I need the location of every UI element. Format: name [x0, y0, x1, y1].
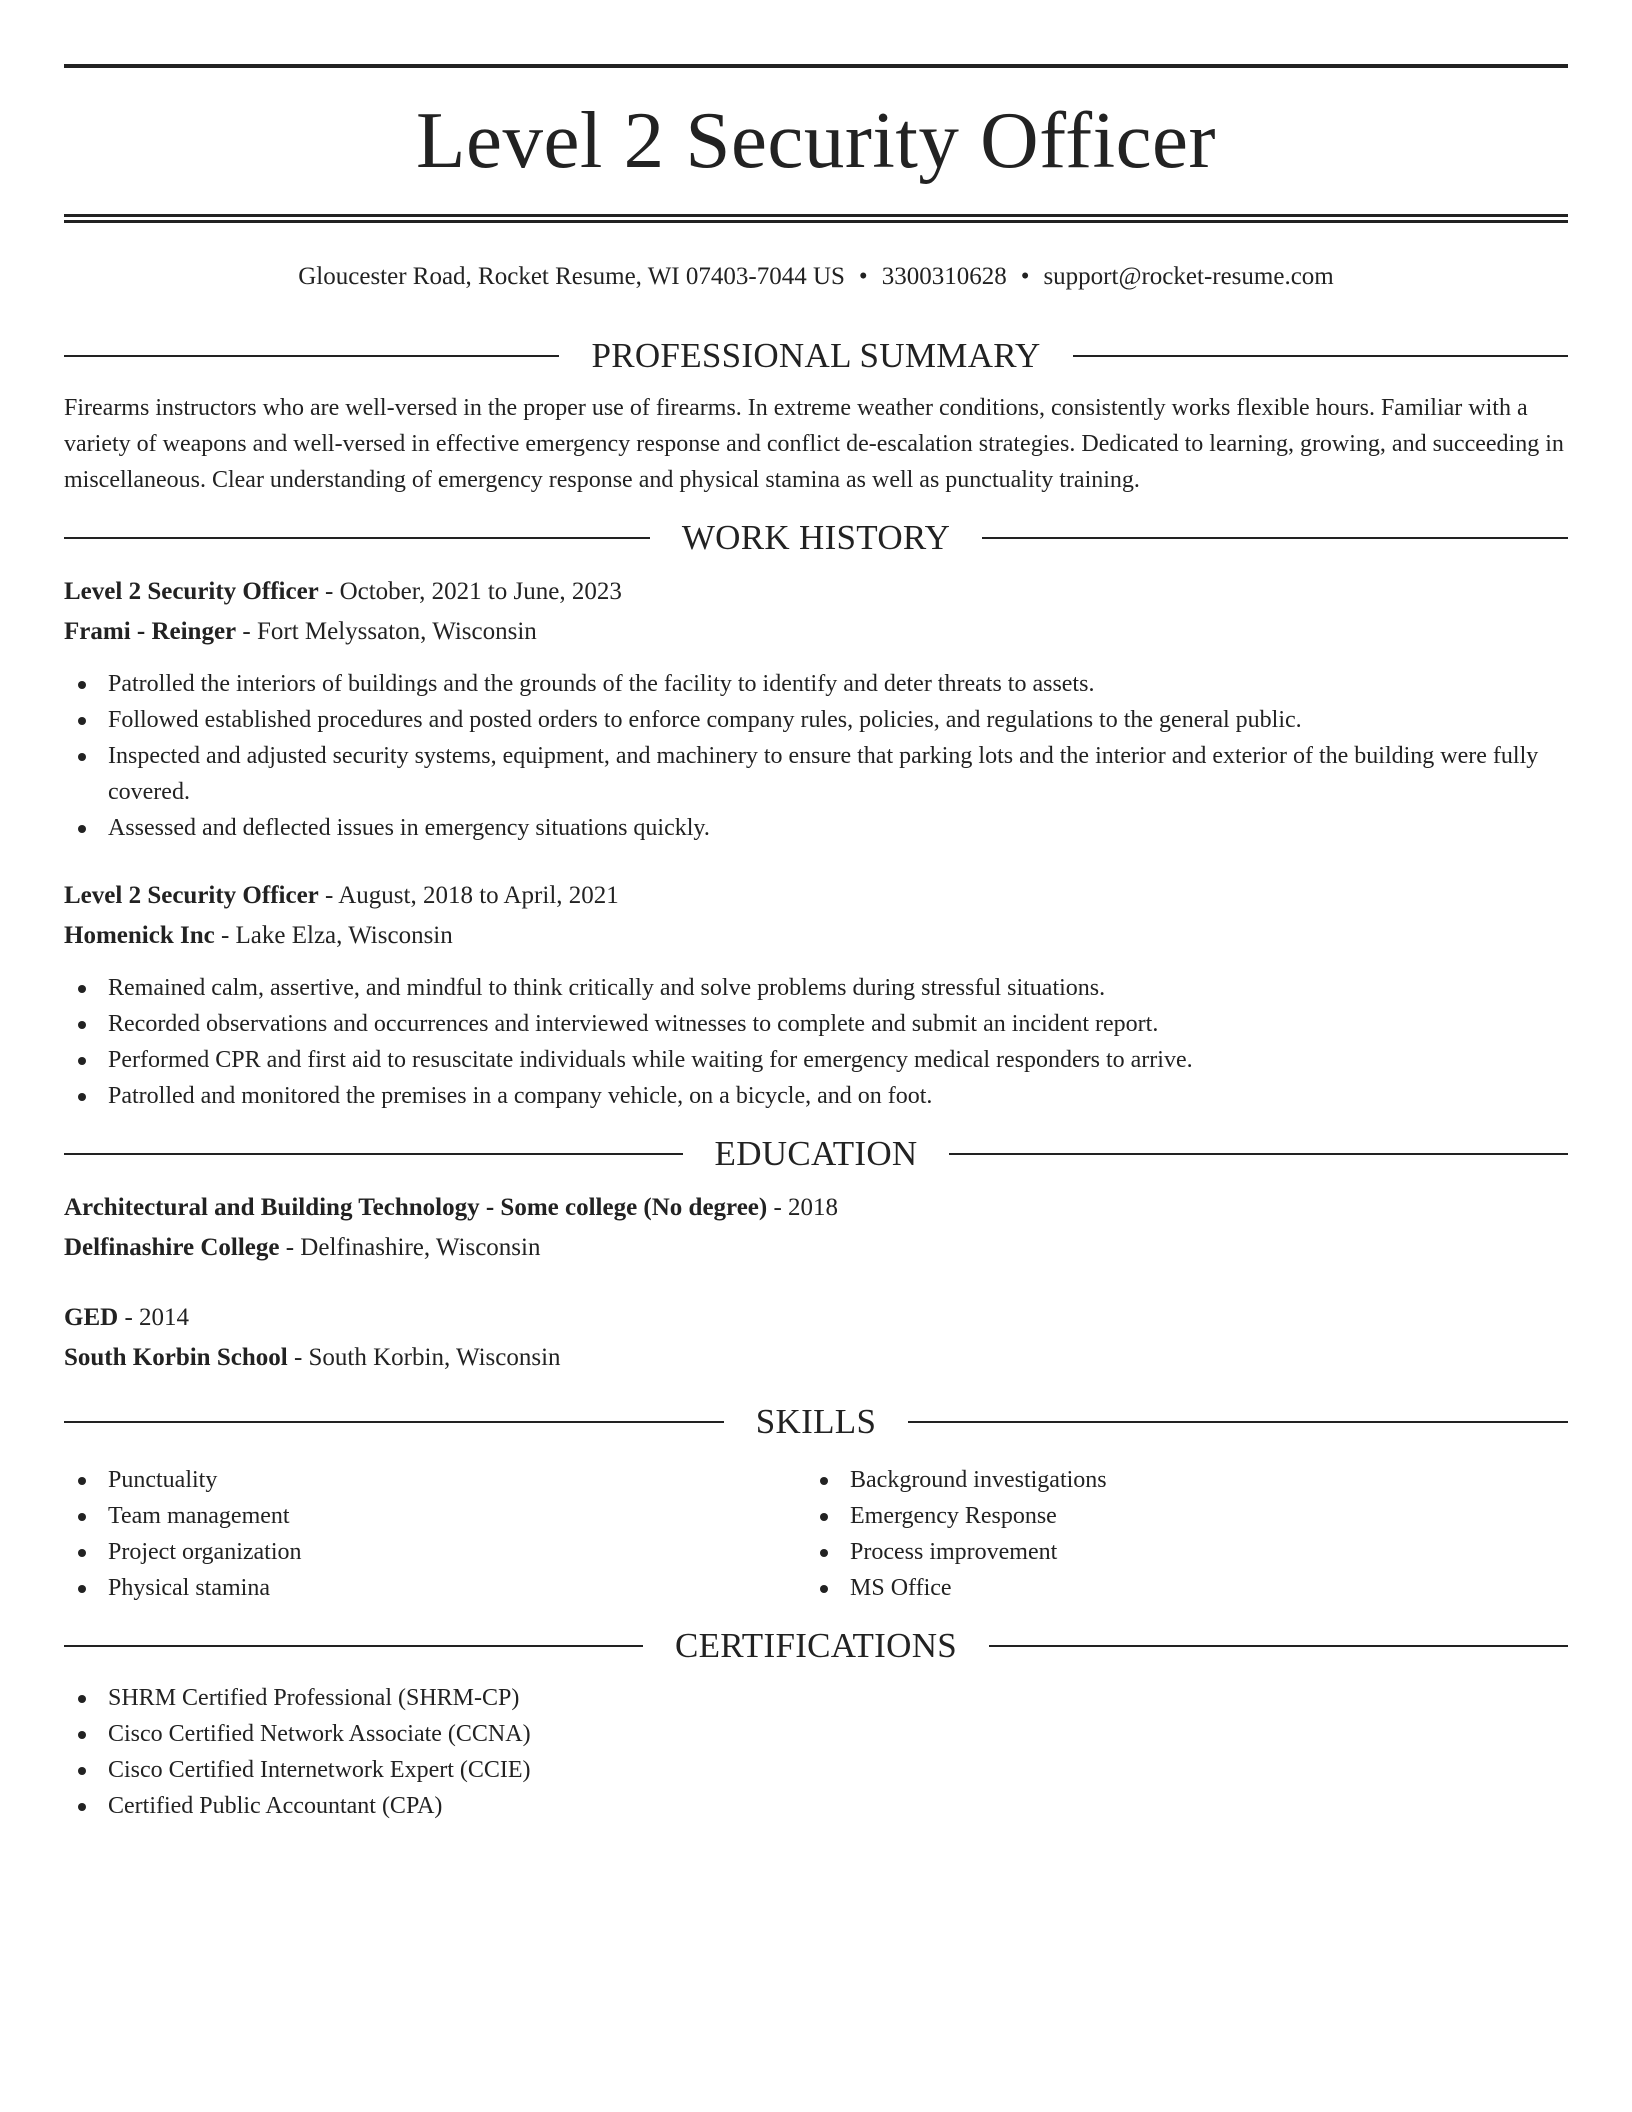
education-degree: Architectural and Building Technology - Some college (No degree)	[64, 1194, 768, 1221]
section-rule-right	[949, 1153, 1568, 1155]
section-rule-right	[1073, 355, 1568, 357]
section-title: CERTIFICATIONS	[674, 1626, 958, 1665]
education-school: South Korbin School	[64, 1344, 288, 1371]
job-bullet-text: Performed CPR and first aid to resuscitate individuals while waiting for emergency medical responders to arrive.	[108, 1047, 1193, 1073]
skills-column-left	[64, 1462, 806, 1606]
bullet-dot	[820, 1585, 828, 1593]
skill-text: Team management	[108, 1503, 290, 1529]
list-item	[806, 1462, 1548, 1498]
job-bullet-text: Remained calm, assertive, and mindful to think critically and solve problems during stressful situations.	[108, 975, 1106, 1001]
skill-text: Physical stamina	[108, 1575, 270, 1601]
list-item	[64, 1078, 1568, 1114]
job-employer: Homenick Inc	[64, 922, 215, 949]
list-item	[64, 702, 1568, 738]
list-item	[64, 666, 1568, 702]
list-item	[64, 1006, 1568, 1042]
section-heading-skills	[64, 1402, 1568, 1442]
education-location: - Delfinashire, Wisconsin	[279, 1234, 541, 1261]
skill-text: Background investigations	[850, 1467, 1107, 1493]
list-item	[64, 738, 1568, 810]
job-bullets	[64, 666, 1568, 846]
skill-text: Emergency Response	[850, 1503, 1057, 1529]
certifications-list	[64, 1680, 1568, 1824]
list-item	[64, 1788, 1568, 1824]
bullet-dot	[78, 1093, 86, 1101]
job-bullet-text: Inspected and adjusted security systems, equipment, and machinery to ensure that parking lots and the interior and exterior of the building were fully covered.	[108, 743, 1539, 805]
bullet-dot	[78, 1767, 86, 1775]
section-title: SKILLS	[755, 1402, 877, 1441]
job-entry	[64, 876, 1568, 1114]
job-bullet-text: Patrolled and monitored the premises in a company vehicle, on a bicycle, and on foot.	[108, 1083, 933, 1109]
list-item	[806, 1534, 1548, 1570]
section-rule-right	[908, 1421, 1568, 1423]
job-title-line	[64, 572, 1568, 612]
bullet-dot	[78, 1513, 86, 1521]
skill-text: MS Office	[850, 1575, 952, 1601]
bullet-dot	[820, 1477, 828, 1485]
job-title: Level 2 Security Officer	[64, 578, 319, 605]
education-entry	[64, 1298, 1568, 1378]
contact-separator: •	[1020, 263, 1030, 290]
certification-text: SHRM Certified Professional (SHRM-CP)	[108, 1685, 520, 1711]
bullet-dot	[78, 985, 86, 993]
section-rule-left	[64, 537, 650, 539]
resume-page	[64, 64, 1568, 1824]
job-title: Level 2 Security Officer	[64, 882, 319, 909]
skill-text: Process improvement	[850, 1539, 1058, 1565]
bullet-dot	[78, 681, 86, 689]
job-dates: - October, 2021 to June, 2023	[318, 578, 622, 605]
section-title: EDUCATION	[714, 1134, 918, 1173]
bullet-dot	[78, 1803, 86, 1811]
job-title-line	[64, 876, 1568, 916]
job-bullet-text: Recorded observations and occurrences and interviewed witnesses to complete and submit an incident report.	[108, 1011, 1159, 1037]
section-rule-left	[64, 1645, 643, 1647]
education-school: Delfinashire College	[64, 1234, 280, 1261]
bullet-dot	[820, 1549, 828, 1557]
education-entry	[64, 1188, 1568, 1268]
education-school-line	[64, 1338, 1568, 1378]
certification-text: Cisco Certified Network Associate (CCNA)	[108, 1721, 531, 1747]
list-item	[64, 1570, 806, 1606]
list-item	[806, 1498, 1548, 1534]
list-item	[64, 970, 1568, 1006]
job-entry	[64, 572, 1568, 846]
section-title: PROFESSIONAL SUMMARY	[591, 336, 1041, 375]
resume-title: Level 2 Security Officer	[416, 95, 1216, 185]
education-year: - 2018	[767, 1194, 839, 1221]
certification-text: Certified Public Accountant (CPA)	[108, 1793, 443, 1819]
section-title: WORK HISTORY	[681, 518, 951, 557]
bullet-dot	[78, 753, 86, 761]
list-item	[64, 810, 1568, 846]
section-heading-summary	[64, 336, 1568, 376]
header-top-rule	[64, 64, 1568, 68]
section-rule-right	[982, 537, 1568, 539]
job-employer-line	[64, 916, 1568, 956]
skill-text: Punctuality	[108, 1467, 218, 1493]
list-item	[64, 1716, 1568, 1752]
job-bullet-text: Followed established procedures and posted orders to enforce company rules, policies, and regulations to the general public.	[108, 707, 1302, 733]
bullet-dot	[78, 1549, 86, 1557]
contact-phone: 3300310628	[881, 263, 1007, 290]
bullet-dot	[78, 717, 86, 725]
education-school-line	[64, 1228, 1568, 1268]
header-bottom-rule	[64, 214, 1568, 223]
job-bullet-text: Assessed and deflected issues in emergency situations quickly.	[108, 815, 710, 841]
job-employer-line	[64, 612, 1568, 652]
list-item	[64, 1498, 806, 1534]
job-location: - Fort Melyssaton, Wisconsin	[236, 618, 537, 645]
section-rule-left	[64, 1153, 683, 1155]
education-location: - South Korbin, Wisconsin	[287, 1344, 561, 1371]
section-heading-work	[64, 518, 1568, 558]
list-item	[64, 1752, 1568, 1788]
bullet-dot	[78, 1585, 86, 1593]
job-location: - Lake Elza, Wisconsin	[214, 922, 453, 949]
job-bullet-text: Patrolled the interiors of buildings and the grounds of the facility to identify and deter threats to assets.	[108, 671, 1095, 697]
list-item	[64, 1534, 806, 1570]
summary-text: Firearms instructors who are well-versed in the proper use of firearms. In extreme weather conditions, consistently works flexible hours. Familiar with a variety of weapons and well-versed in effective emergency response and conflict de-escalation strategies. Dedicated to learning, growing, and succeeding in miscellaneous. Clear understanding of emergency response and physical stamina as well as punctuality training.	[64, 395, 1564, 493]
education-degree-line	[64, 1188, 1568, 1228]
contact-separator: •	[858, 263, 868, 290]
list-item	[64, 1042, 1568, 1078]
section-heading-education	[64, 1134, 1568, 1174]
contact-email: support@rocket-resume.com	[1043, 263, 1334, 290]
certification-text: Cisco Certified Internetwork Expert (CCIE)	[108, 1757, 531, 1783]
list-item	[64, 1680, 1568, 1716]
bullet-dot	[820, 1513, 828, 1521]
contact-address: Gloucester Road, Rocket Resume, WI 07403-7044 US	[298, 263, 845, 290]
skill-text: Project organization	[108, 1539, 302, 1565]
list-item	[806, 1570, 1548, 1606]
skills-column-right	[806, 1462, 1548, 1606]
bullet-dot	[78, 1731, 86, 1739]
list-item	[64, 1462, 806, 1498]
bullet-dot	[78, 1021, 86, 1029]
section-rule-right	[989, 1645, 1568, 1647]
education-degree: GED	[64, 1304, 119, 1331]
bullet-dot	[78, 825, 86, 833]
skills-grid	[64, 1456, 1568, 1606]
education-degree-line	[64, 1298, 1568, 1338]
contact-line	[64, 262, 1568, 292]
bullet-dot	[78, 1695, 86, 1703]
bullet-dot	[78, 1057, 86, 1065]
job-bullets	[64, 970, 1568, 1114]
job-employer: Frami - Reinger	[64, 618, 237, 645]
section-rule-left	[64, 355, 559, 357]
job-dates: - August, 2018 to April, 2021	[318, 882, 619, 909]
education-year: - 2014	[118, 1304, 190, 1331]
section-rule-left	[64, 1421, 724, 1423]
section-heading-certifications	[64, 1626, 1568, 1666]
bullet-dot	[78, 1477, 86, 1485]
